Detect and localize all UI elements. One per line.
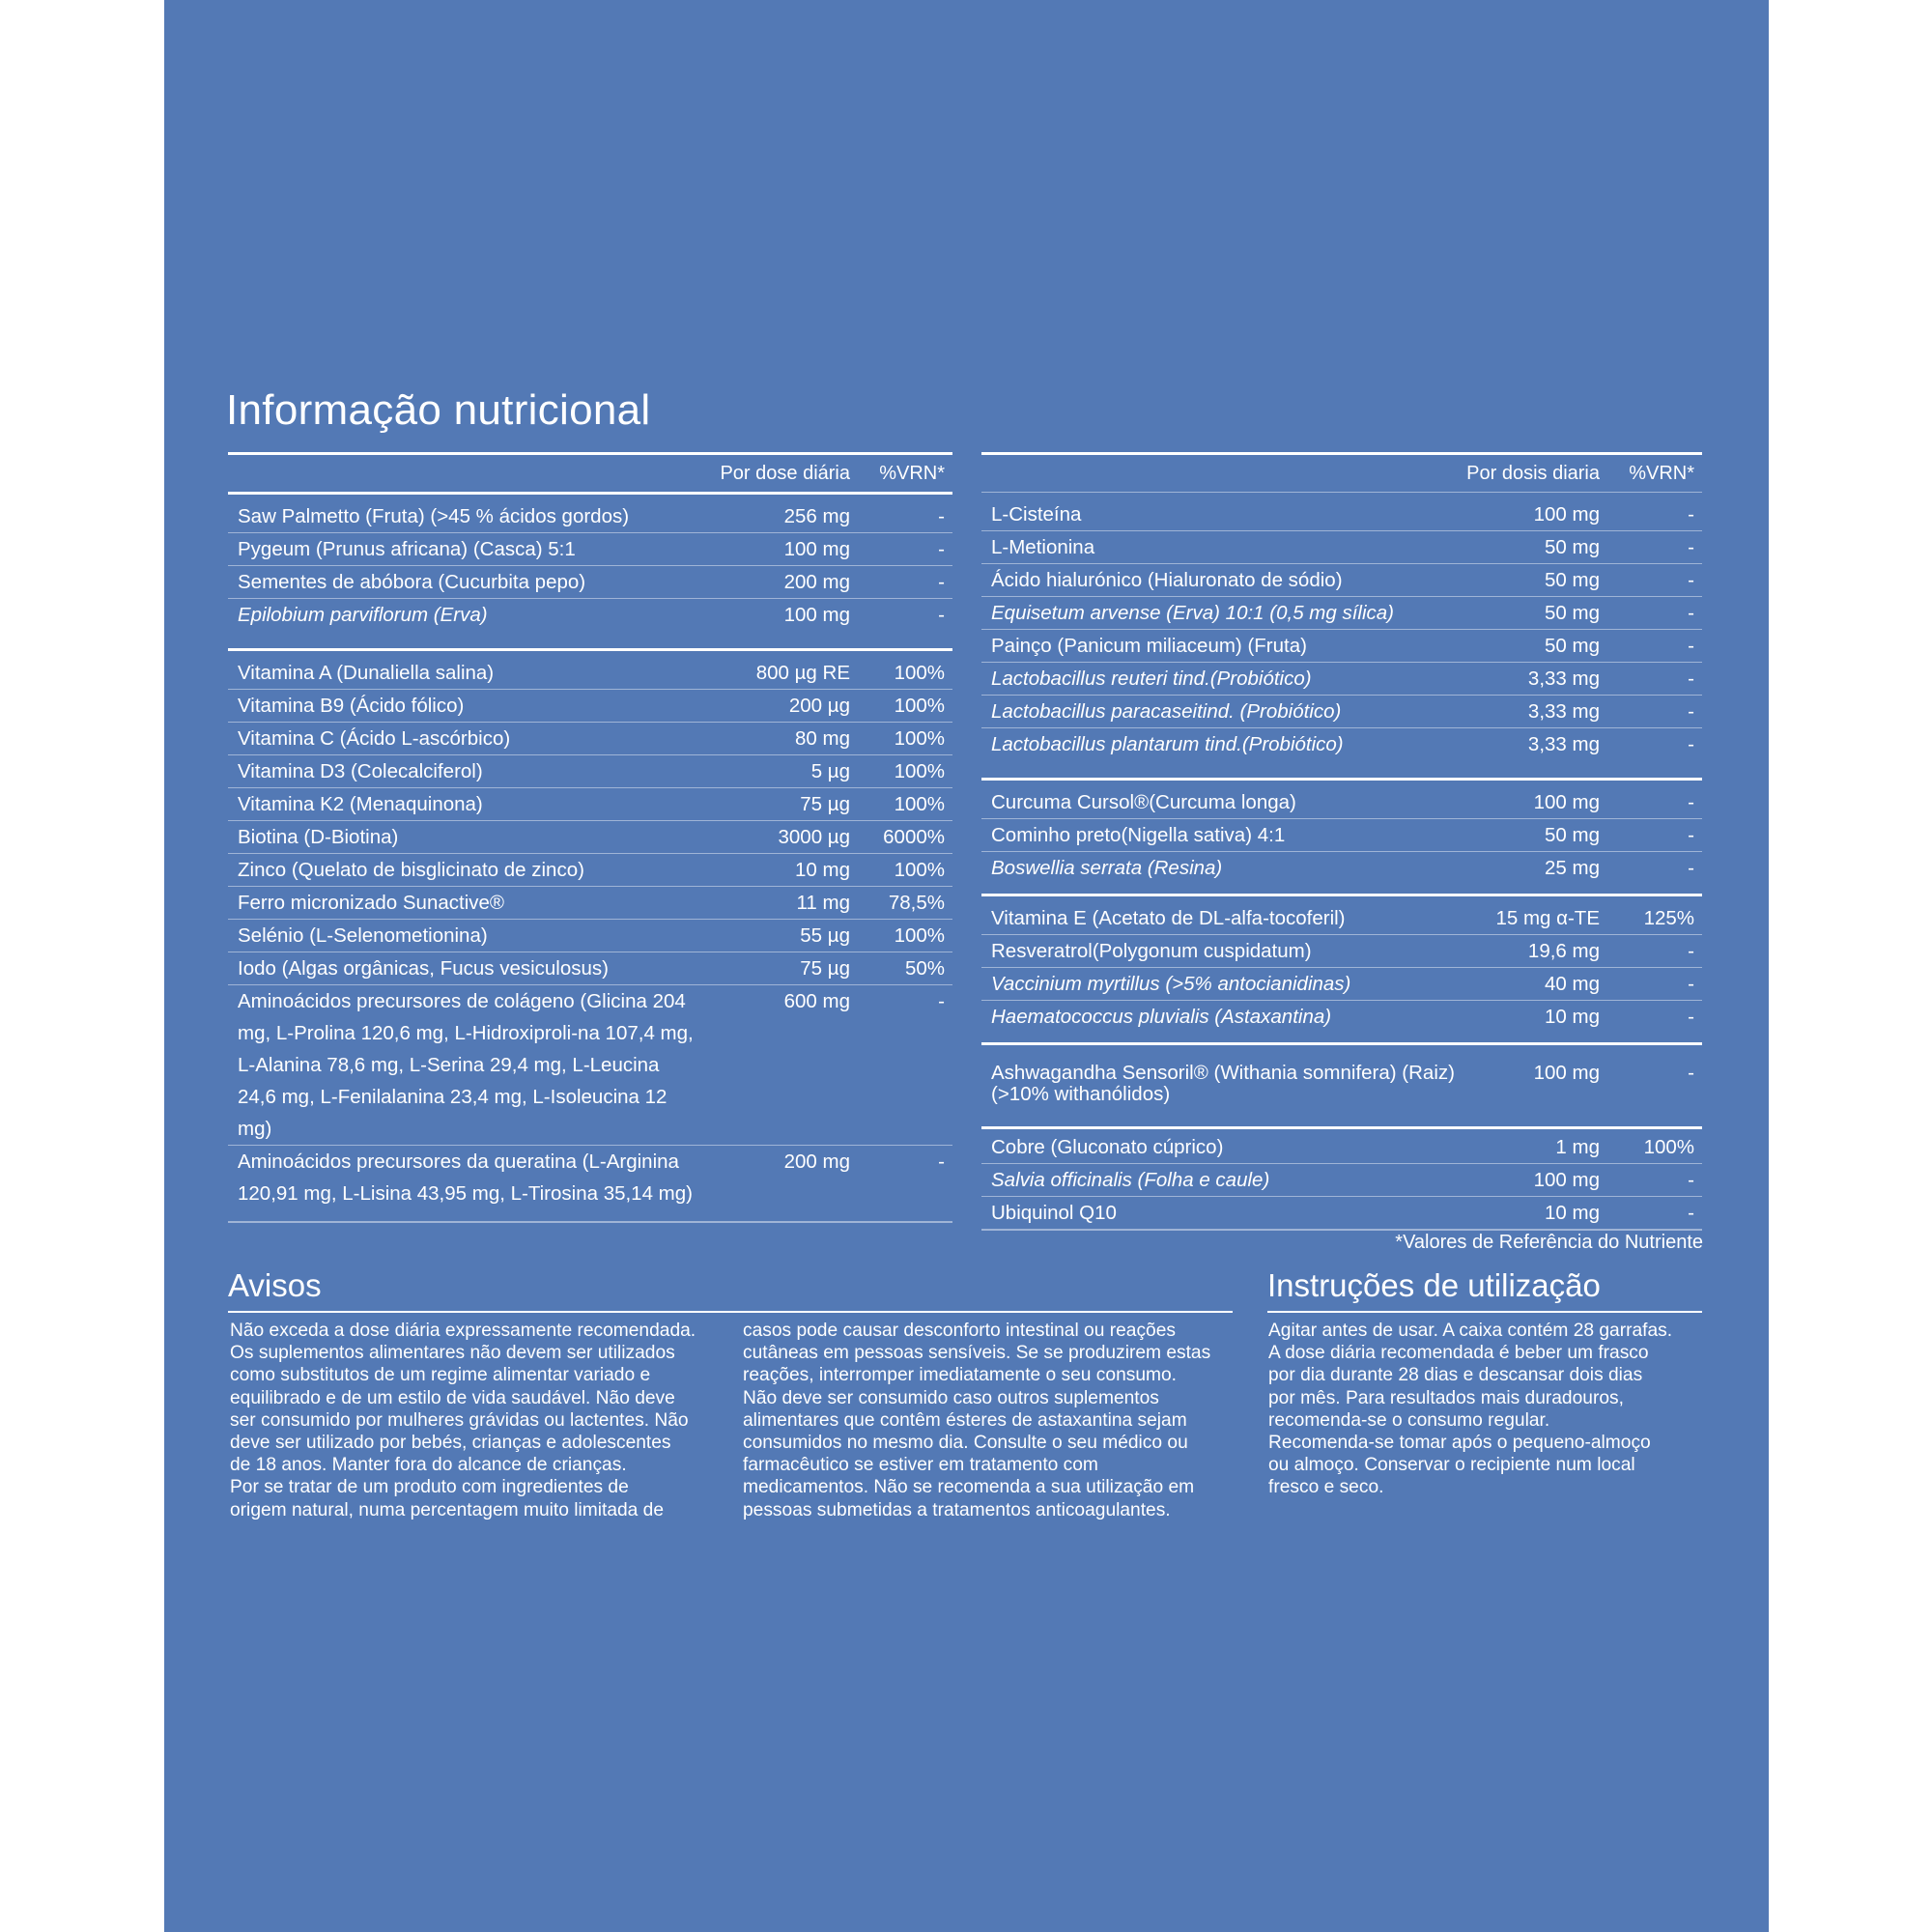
ingredient-dose: 10 mg <box>1545 1202 1600 1224</box>
ingredient-name: Vitamina C (Ácido L-ascórbico) <box>238 727 511 750</box>
table-row <box>228 755 952 788</box>
warnings-text-col2: casos pode causar desconforto intestinal ou reações cutâneas em pessoas sensíveis. Se se produzirem estas reações, interromper imediatamente o seu consumo. Não deve ser consumido caso outros suplementos alimentares que contêm ésteres de astaxantina sejam consumidos no mesmo dia. Consulte o seu médico ou farmacêutico se estiver em tratamento com medicamentos. Não se recomenda a sua utilização em pessoas submetidas a tratamentos anticoagulantes. <box>743 1321 1211 1520</box>
table-row <box>981 852 1702 884</box>
ingredient-dose: 40 mg <box>1545 973 1600 995</box>
ingredient-vrn: - <box>1688 536 1694 558</box>
table-header <box>981 455 1702 492</box>
table-row <box>981 935 1702 968</box>
vrn-footnote: *Valores de Referência do Nutriente <box>1395 1232 1703 1253</box>
ingredient-dose: 10 mg <box>1545 1006 1600 1028</box>
table-row <box>228 920 952 952</box>
nutrition-table-left <box>228 452 952 1223</box>
ingredient-dose: 19,6 mg <box>1527 940 1600 962</box>
ingredient-name: Haematococcus pluvialis (Astaxantina) <box>991 1006 1332 1028</box>
ingredient-dose: 100 mg <box>1533 503 1600 526</box>
ingredient-name: Lactobacillus reuteri tind.(Probiótico) <box>991 668 1312 690</box>
table-row <box>981 1001 1702 1033</box>
ingredient-dose: 50 mg <box>1545 569 1600 591</box>
table-row <box>228 952 952 985</box>
ingredient-name: Ashwagandha Sensoril® (Withania somnifera) (Raiz) (>10% withanólidos) <box>991 1062 1455 1105</box>
table-row <box>228 887 952 920</box>
ingredient-vrn: 100% <box>894 727 945 750</box>
ingredient-vrn: - <box>1688 668 1694 690</box>
instructions-text: Agitar antes de usar. A caixa contém 28 garrafas. A dose diária recomendada é beber um frasco por dia durante 28 dias e descansar dois dias por mês. Para resultados mais duradouros, recomenda-se o consumo regular. Recomenda-se tomar após o pequeno-almoço ou almoço. Conservar o recipiente num local fresco e seco. <box>1268 1321 1673 1498</box>
ingredient-dose: 15 mg α-TE <box>1495 907 1600 929</box>
ingredient-dose: 600 mg <box>783 990 850 1012</box>
ingredient-name: Ubiquinol Q10 <box>991 1202 1117 1224</box>
ingredient-vrn: 50% <box>904 957 945 980</box>
ingredient-dose: 50 mg <box>1545 536 1600 558</box>
table-row <box>981 498 1702 531</box>
ingredient-dose: 10 mg <box>795 859 850 881</box>
table-row <box>228 533 952 566</box>
table-row <box>228 854 952 887</box>
instructions-title: Instruções de utilização <box>1267 1267 1601 1303</box>
ingredient-name: Vaccinium myrtillus (>5% antocianidinas) <box>991 973 1351 995</box>
ingredient-name: Ácido hialurónico (Hialuronato de sódio) <box>991 569 1343 591</box>
ingredient-name: Resveratrol(Polygonum cuspidatum) <box>991 940 1312 962</box>
header-vrn: %VRN* <box>879 463 945 484</box>
ingredient-vrn: 78,5% <box>888 892 945 914</box>
ingredient-vrn: 100% <box>1643 1136 1694 1158</box>
table-row <box>981 1197 1702 1229</box>
ingredient-vrn: - <box>938 1151 945 1173</box>
ingredient-name: Ferro micronizado Sunactive® <box>238 892 505 914</box>
table-row <box>981 728 1702 760</box>
ingredient-vrn: - <box>1688 700 1694 723</box>
ingredient-vrn: - <box>1688 503 1694 526</box>
table-row <box>981 1131 1702 1164</box>
table-row <box>228 723 952 755</box>
table-row <box>228 599 952 631</box>
ingredient-dose: 100 mg <box>783 538 850 560</box>
table-row <box>228 1146 952 1209</box>
table-row <box>228 500 952 533</box>
ingredient-vrn: - <box>1688 940 1694 962</box>
ingredient-dose: 50 mg <box>1545 635 1600 657</box>
ingredient-dose: 200 µg <box>788 695 850 717</box>
ingredient-dose: 256 mg <box>783 505 850 527</box>
ingredient-name: Aminoácidos precursores de colágeno (Glicina 204 mg, L-Prolina 120,6 mg, L-Hidroxiproli-na 107,4 mg, L-Alanina 78,6 mg, L-Serina 29,4 mg, L-Leucina 24,6 mg, L-Fenilalanina 23,4 mg, L-Isoleucina 12 mg) <box>238 990 694 1140</box>
ingredient-group <box>228 648 952 1223</box>
table-row <box>981 902 1702 935</box>
ingredient-dose: 3000 µg <box>778 826 850 848</box>
ingredient-vrn: 100% <box>894 924 945 947</box>
ingredient-vrn: 100% <box>894 695 945 717</box>
ingredient-name: Vitamina E (Acetato de DL-alfa-tocoferil) <box>991 907 1346 929</box>
ingredient-vrn: 100% <box>894 793 945 815</box>
ingredient-vrn: - <box>1688 1062 1694 1084</box>
ingredient-dose: 3,33 mg <box>1527 733 1600 755</box>
ingredient-group <box>981 1126 1702 1231</box>
ingredient-group <box>228 492 952 648</box>
ingredient-group <box>981 492 1702 778</box>
ingredient-dose: 55 µg <box>800 924 850 947</box>
table-row <box>981 564 1702 597</box>
ingredient-name: Sementes de abóbora (Cucurbita pepo) <box>238 571 586 593</box>
warnings-text-col1: Não exceda a dose diária expressamente recomendada. Os suplementos alimentares não devem ser utilizados como substitutos de um regime alimentar variado e equilibrado e de um estilo de vida saudável. Não deve ser consumido por mulheres grávidas ou lactentes. Não deve ser utilizado por bebés, crianças e adolescentes de 18 anos. Manter fora do alcance de crianças. Por se tratar de um produto com ingredientes de origem natural, numa percentagem muito limitada de <box>230 1321 696 1520</box>
table-header <box>228 455 952 492</box>
ingredient-vrn: 100% <box>894 760 945 782</box>
page-title: Informação nutricional <box>226 386 651 434</box>
ingredient-name: Curcuma Cursol®(Curcuma longa) <box>991 791 1296 813</box>
ingredient-group <box>981 1042 1702 1126</box>
table-row <box>981 531 1702 564</box>
ingredient-dose: 25 mg <box>1545 857 1600 879</box>
ingredient-vrn: - <box>1688 602 1694 624</box>
table-row <box>981 786 1702 819</box>
ingredient-vrn: - <box>1688 1202 1694 1224</box>
ingredient-name: Selénio (L-Selenometionina) <box>238 924 488 947</box>
instructions-divider <box>1267 1311 1702 1313</box>
ingredient-name: Cominho preto(Nigella sativa) 4:1 <box>991 824 1286 846</box>
ingredient-vrn: 125% <box>1643 907 1694 929</box>
ingredient-dose: 200 mg <box>783 571 850 593</box>
ingredient-dose: 1 mg <box>1555 1136 1600 1158</box>
table-row <box>228 690 952 723</box>
ingredient-dose: 100 mg <box>1533 791 1600 813</box>
table-row <box>981 968 1702 1001</box>
ingredient-dose: 800 µg RE <box>755 662 850 684</box>
ingredient-name: Vitamina D3 (Colecalciferol) <box>238 760 483 782</box>
ingredient-vrn: - <box>938 505 945 527</box>
ingredient-vrn: - <box>938 538 945 560</box>
ingredient-dose: 11 mg <box>796 892 850 914</box>
ingredient-name: Vitamina K2 (Menaquinona) <box>238 793 483 815</box>
ingredient-vrn: - <box>1688 824 1694 846</box>
nutrition-table-right <box>981 452 1702 1231</box>
ingredient-name: Iodo (Algas orgânicas, Fucus vesiculosus) <box>238 957 609 980</box>
ingredient-vrn: - <box>1688 1006 1694 1028</box>
ingredient-name: Saw Palmetto (Fruta) (>45 % ácidos gordos) <box>238 505 630 527</box>
ingredient-name: L-Cisteína <box>991 503 1082 526</box>
ingredient-name: Lactobacillus plantarum tind.(Probiótico) <box>991 733 1344 755</box>
table-row <box>228 821 952 854</box>
ingredient-name: Epilobium parviflorum (Erva) <box>238 604 488 626</box>
table-row <box>981 819 1702 852</box>
ingredient-name: Biotina (D-Biotina) <box>238 826 399 848</box>
ingredient-name: Pygeum (Prunus africana) (Casca) 5:1 <box>238 538 576 560</box>
ingredient-dose: 3,33 mg <box>1527 668 1600 690</box>
table-row <box>228 566 952 599</box>
table-row <box>981 663 1702 696</box>
header-dose: Por dose diária <box>720 463 850 484</box>
ingredient-dose: 100 mg <box>1533 1169 1600 1191</box>
ingredient-name: Boswellia serrata (Resina) <box>991 857 1223 879</box>
ingredient-vrn: 6000% <box>883 826 945 848</box>
ingredient-group <box>981 778 1702 894</box>
ingredient-vrn: - <box>1688 1169 1694 1191</box>
ingredient-name: L-Metionina <box>991 536 1095 558</box>
table-row <box>981 1164 1702 1197</box>
ingredient-dose: 3,33 mg <box>1527 700 1600 723</box>
table-row <box>228 985 952 1146</box>
ingredient-dose: 100 mg <box>1533 1062 1600 1084</box>
table-row <box>981 1057 1702 1109</box>
ingredient-group <box>981 894 1702 1042</box>
warnings-title: Avisos <box>228 1267 322 1303</box>
ingredient-dose: 80 mg <box>795 727 850 750</box>
ingredient-name: Aminoácidos precursores da queratina (L-Arginina 120,91 mg, L-Lisina 43,95 mg, L-Tirosina 35,14 mg) <box>238 1151 693 1205</box>
ingredient-name: Zinco (Quelato de bisglicinato de zinco) <box>238 859 584 881</box>
table-row <box>981 597 1702 630</box>
ingredient-vrn: - <box>1688 569 1694 591</box>
ingredient-vrn: - <box>1688 973 1694 995</box>
ingredient-vrn: - <box>1688 857 1694 879</box>
ingredient-dose: 50 mg <box>1545 824 1600 846</box>
ingredient-name: Painço (Panicum miliaceum) (Fruta) <box>991 635 1307 657</box>
table-row <box>981 630 1702 663</box>
warnings-divider <box>228 1311 1233 1313</box>
header-dose: Por dosis diaria <box>1466 463 1600 484</box>
ingredient-name: Equisetum arvense (Erva) 10:1 (0,5 mg sílica) <box>991 602 1394 624</box>
ingredient-dose: 100 mg <box>783 604 850 626</box>
ingredient-vrn: - <box>1688 791 1694 813</box>
ingredient-dose: 75 µg <box>800 957 850 980</box>
ingredient-vrn: - <box>938 571 945 593</box>
header-vrn: %VRN* <box>1629 463 1694 484</box>
ingredient-dose: 75 µg <box>800 793 850 815</box>
ingredient-name: Vitamina B9 (Ácido fólico) <box>238 695 465 717</box>
ingredient-dose: 5 µg <box>810 760 850 782</box>
ingredient-vrn: - <box>1688 733 1694 755</box>
ingredient-vrn: - <box>1688 635 1694 657</box>
ingredient-vrn: - <box>938 604 945 626</box>
ingredient-vrn: 100% <box>894 662 945 684</box>
ingredient-name: Vitamina A (Dunaliella salina) <box>238 662 495 684</box>
ingredient-name: Lactobacillus paracaseitind. (Probiótico) <box>991 700 1342 723</box>
table-row <box>228 657 952 690</box>
ingredient-name: Cobre (Gluconato cúprico) <box>991 1136 1224 1158</box>
ingredient-dose: 50 mg <box>1545 602 1600 624</box>
table-row <box>228 788 952 821</box>
ingredient-vrn: - <box>938 990 945 1012</box>
ingredient-dose: 200 mg <box>783 1151 850 1173</box>
table-row <box>981 696 1702 728</box>
label-panel <box>164 0 1769 1932</box>
ingredient-vrn: 100% <box>894 859 945 881</box>
ingredient-name: Salvia officinalis (Folha e caule) <box>991 1169 1270 1191</box>
